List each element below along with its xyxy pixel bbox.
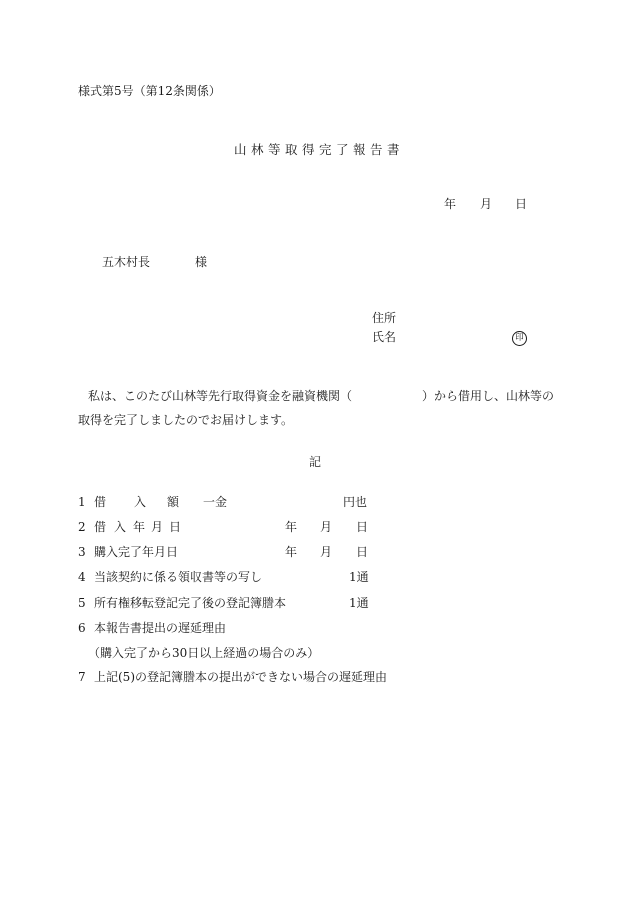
item-label-char: 年 — [133, 520, 146, 534]
date-year-label: 年 — [285, 520, 298, 534]
item-label-char: 借 — [94, 520, 107, 534]
amount-prefix: 一金 — [203, 495, 228, 509]
ki-heading: 記 — [309, 455, 322, 469]
date-year-label: 年 — [285, 545, 298, 559]
item-note: （購入完了から30日以上経過の場合のみ） — [88, 646, 320, 660]
item-label: 本報告書提出の遅延理由 — [94, 621, 227, 635]
body-line1-end: ）から借用し、山林等の — [422, 389, 555, 403]
item-label: 購入完了年月日 — [94, 545, 179, 559]
body-line2: 取得を完了しましたのでお届けします。 — [78, 413, 294, 427]
item-number: 3 — [78, 545, 86, 559]
item-label-char: 入 — [134, 495, 147, 509]
date-day-label: 日 — [515, 197, 528, 211]
date-month-label: 月 — [320, 545, 333, 559]
item-label-char: 月 — [151, 520, 164, 534]
seal-icon: 印 — [512, 331, 527, 346]
item-number: 1 — [78, 495, 86, 509]
item-number: 5 — [78, 596, 86, 610]
date-year-label: 年 — [444, 197, 457, 211]
address-label: 住所 — [372, 311, 397, 325]
item-label-char: 日 — [169, 520, 182, 534]
addressee-name: 五木村長 — [102, 255, 151, 269]
item-label: 当該契約に係る領収書等の写し — [94, 570, 263, 584]
date-day-label: 日 — [356, 520, 369, 534]
date-month-label: 月 — [480, 197, 493, 211]
item-count: 1通 — [349, 596, 369, 610]
addressee-honorific: 様 — [195, 255, 208, 269]
item-label-char: 額 — [167, 495, 180, 509]
amount-suffix: 円也 — [343, 495, 368, 509]
item-count: 1通 — [349, 570, 369, 584]
form-number: 様式第5号（第12条関係） — [78, 84, 221, 98]
item-label-char: 入 — [114, 520, 127, 534]
item-number: 2 — [78, 520, 86, 534]
date-month-label: 月 — [320, 520, 333, 534]
item-label: 上記(5)の登記簿謄本の提出ができない場合の遅延理由 — [94, 670, 388, 684]
document-title: 山林等取得完了報告書 — [234, 142, 405, 157]
name-label: 氏名 — [372, 330, 397, 344]
date-day-label: 日 — [356, 545, 369, 559]
seal-mark — [512, 330, 527, 346]
item-number: 7 — [78, 670, 86, 684]
body-line1-start: 私は、このたび山林等先行取得資金を融資機関（ — [88, 389, 353, 403]
item-label-char: 借 — [94, 495, 107, 509]
item-number: 6 — [78, 621, 86, 635]
item-label: 所有権移転登記完了後の登記簿謄本 — [94, 596, 287, 610]
item-number: 4 — [78, 570, 86, 584]
